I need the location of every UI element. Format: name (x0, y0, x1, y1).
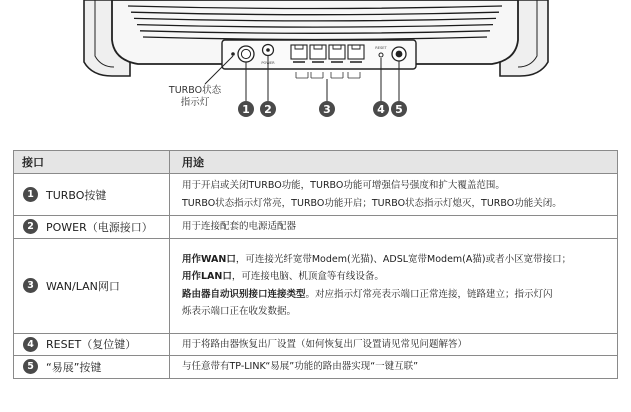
row-name-cell (14, 174, 170, 216)
description-text: 。对应指示灯常亮表示端口正常连接，链路建立；指示灯闪 (305, 288, 553, 300)
row-number-badge: 3 (23, 278, 38, 293)
table-row (14, 174, 618, 216)
description-text: 用于连接配套的电源适配器 (182, 221, 297, 232)
row-number-badge: 5 (23, 359, 38, 374)
row-number-badge: 4 (23, 337, 38, 352)
description-line (182, 177, 611, 195)
description-line (182, 303, 611, 321)
reset-pinhole[interactable] (379, 53, 383, 57)
callout-badges (238, 101, 407, 117)
router-back-panel-illustration (0, 0, 631, 150)
row-name-cell (14, 356, 170, 379)
row-description (170, 216, 618, 239)
description-emphasis: 用作WAN口 (182, 253, 236, 265)
turbo-led-caption (163, 85, 227, 109)
row-description (170, 174, 618, 216)
row-name-cell (14, 333, 170, 356)
row-name: WAN/LAN网口 (46, 279, 120, 293)
row-name: RESET（复位键） (46, 338, 137, 352)
description-line (182, 358, 611, 376)
description-line (182, 286, 611, 304)
interface-table (13, 150, 618, 379)
row-description (170, 333, 618, 356)
row-description (170, 238, 618, 333)
description-text: 用于开启或关闭TURBO功能，TURBO功能可增强信号强度和扩大覆盖范围。 (182, 180, 505, 191)
row-name-cell (14, 238, 170, 333)
row-number-badge: 1 (23, 187, 38, 202)
table-row (14, 333, 618, 356)
description-text: 与任意带有TP-LINK“易展”功能的路由器实现“一键互联” (182, 361, 419, 372)
power-port[interactable] (263, 45, 274, 56)
description-line (182, 268, 611, 286)
row-name-cell (14, 216, 170, 239)
power-port-label: POWER (261, 61, 275, 65)
callout-number: 4 (377, 103, 385, 116)
row-number-badge: 2 (23, 219, 38, 234)
table-row (14, 238, 618, 333)
description-text: 用于将路由器恢复出厂设置（如何恢复出厂设置请见常见问题解答） (182, 338, 468, 350)
description-line (182, 218, 611, 236)
header-usage: 用途 (170, 151, 618, 174)
description-text: 烁表示端口正在收发数据。 (182, 306, 297, 317)
table-row (14, 216, 618, 239)
description-text: ，可连接光纤宽带Modem(光猫)、ADSL宽带Modem(A猫)或者小区宽带接口； (235, 253, 572, 265)
row-name: “易展”按键 (46, 360, 102, 374)
table-header-row (14, 151, 618, 174)
callout-number: 5 (395, 103, 403, 116)
row-description (170, 356, 618, 379)
turbo-led-caption-line1: TURBO状态 (168, 85, 222, 96)
callout-number: 2 (264, 103, 272, 116)
turbo-button[interactable] (238, 46, 254, 62)
reset-label: RESET (375, 46, 387, 50)
header-interface: 接口 (14, 151, 170, 174)
description-line (182, 336, 611, 354)
description-text: ，可连接电脑、机顶盒等有线设备。 (231, 271, 384, 282)
callout-number: 3 (323, 103, 331, 116)
description-line (182, 195, 611, 213)
description-emphasis: 路由器自动识别接口连接类型 (182, 288, 306, 300)
easy-mesh-button[interactable] (392, 47, 406, 61)
turbo-led-icon (231, 52, 235, 56)
description-text: TURBO状态指示灯常亮，TURBO功能开启；TURBO状态指示灯熄灭，TURBO功能关闭。 (182, 197, 562, 209)
description-emphasis: 用作LAN口 (182, 271, 232, 282)
row-name: TURBO按键 (46, 188, 107, 202)
row-name: POWER（电源接口） (46, 220, 153, 234)
table-row (14, 356, 618, 379)
callout-number: 1 (242, 103, 250, 116)
description-line (182, 251, 611, 269)
turbo-led-caption-line2: 指示灯 (180, 97, 210, 108)
